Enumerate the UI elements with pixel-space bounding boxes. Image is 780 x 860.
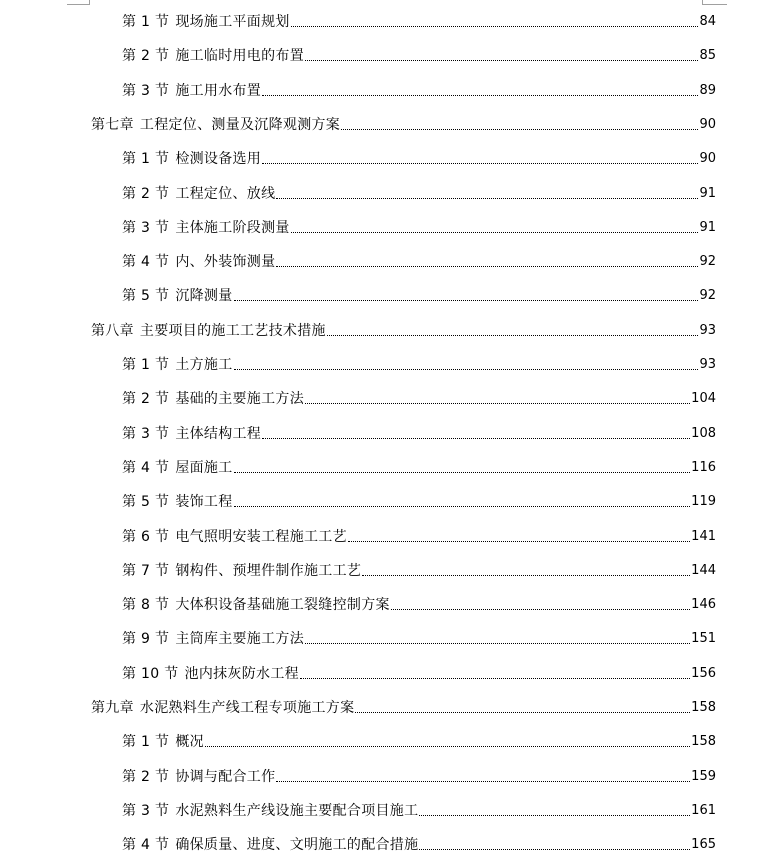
toc-section-entry[interactable] xyxy=(122,487,716,511)
toc-dot-leader xyxy=(327,334,699,336)
toc-dot-leader xyxy=(419,848,690,850)
toc-entry-title: 电气照明安装工程施工工艺 xyxy=(175,528,347,545)
toc-entry-title: 施工临时用电的布置 xyxy=(175,48,305,65)
toc-entry-title: 确保质量、进度、文明施工的配合措施 xyxy=(175,837,419,854)
toc-section-entry[interactable] xyxy=(122,522,716,546)
toc-entry-text xyxy=(122,390,304,408)
toc-page-number: 119 xyxy=(691,494,716,510)
toc-section-entry[interactable] xyxy=(122,556,716,580)
toc-page-number: 90 xyxy=(699,116,716,132)
toc-entry-title: 沉降测量 xyxy=(175,288,233,305)
toc-page-number: 90 xyxy=(699,151,716,167)
toc-entry-number: 第 5 节 xyxy=(122,288,170,305)
toc-entry-text xyxy=(122,630,304,648)
toc-entry-number: 第七章 xyxy=(91,116,134,133)
toc-section-entry[interactable] xyxy=(122,590,716,614)
toc-entry-number: 第 1 节 xyxy=(122,14,170,30)
toc-dot-leader xyxy=(276,780,690,782)
toc-entry-text xyxy=(122,47,304,65)
toc-dot-leader xyxy=(205,745,690,747)
toc-page-number: 116 xyxy=(691,459,716,475)
toc-entry-text xyxy=(122,802,418,820)
toc-dot-leader xyxy=(305,402,690,404)
toc-dot-leader xyxy=(234,368,699,370)
toc-section-entry[interactable] xyxy=(122,213,716,237)
toc-entry-number: 第 10 节 xyxy=(122,665,179,682)
toc-entry-text xyxy=(122,768,275,786)
toc-section-entry[interactable] xyxy=(122,453,716,477)
toc-dot-leader xyxy=(355,711,690,713)
toc-entry-title: 施工用水布置 xyxy=(175,82,262,99)
toc-entry-title: 检测设备选用 xyxy=(175,151,262,168)
toc-dot-leader xyxy=(291,25,699,27)
toc-section-entry[interactable] xyxy=(122,41,716,65)
toc-section-entry[interactable] xyxy=(122,7,716,31)
toc-dot-leader xyxy=(291,231,699,233)
toc-dot-leader xyxy=(391,608,690,610)
toc-entry-number: 第 9 节 xyxy=(122,631,170,648)
toc-page-number: 92 xyxy=(699,288,716,304)
toc-entry-number: 第八章 xyxy=(91,322,134,339)
toc-entry-text xyxy=(91,322,326,340)
toc-entry-text xyxy=(122,13,290,31)
toc-dot-leader xyxy=(305,59,698,61)
toc-entry-title: 主筒库主要施工方法 xyxy=(175,631,305,648)
toc-entry-number: 第 2 节 xyxy=(122,48,170,65)
toc-entry-title: 大体积设备基础施工裂缝控制方案 xyxy=(175,597,390,614)
toc-entry-title: 水泥熟料生产线设施主要配合项目施工 xyxy=(175,802,419,819)
toc-entry-title: 装饰工程 xyxy=(175,494,233,511)
toc-chapter-entry[interactable] xyxy=(91,316,716,340)
toc-entry-number: 第 6 节 xyxy=(122,528,170,545)
toc-entry-number: 第 7 节 xyxy=(122,562,170,579)
toc-entry-number: 第 2 节 xyxy=(122,768,170,785)
toc-section-entry[interactable] xyxy=(122,179,716,203)
toc-entry-title: 土方施工 xyxy=(175,357,233,373)
toc-section-entry[interactable] xyxy=(122,384,716,408)
toc-section-entry[interactable] xyxy=(122,247,716,271)
toc-section-entry[interactable] xyxy=(122,762,716,786)
toc-entry-number: 第 8 节 xyxy=(122,597,170,614)
toc-dot-leader xyxy=(300,677,690,679)
toc-entry-text xyxy=(122,493,233,511)
toc-entry-title: 工程定位、放线 xyxy=(175,185,276,202)
toc-page-number: 161 xyxy=(691,802,716,818)
toc-entry-number: 第 2 节 xyxy=(122,185,170,202)
toc-entry-text xyxy=(122,733,204,751)
toc-page-number: 108 xyxy=(691,425,716,441)
toc-dot-leader xyxy=(262,162,698,164)
toc-page-number: 89 xyxy=(699,82,716,98)
toc-entry-text xyxy=(122,562,361,580)
page-corner-mark-right xyxy=(702,0,727,5)
toc-entry-text xyxy=(122,253,275,271)
toc-page-number: 91 xyxy=(699,219,716,235)
page-corner-mark-left xyxy=(67,0,90,5)
toc-entry-text xyxy=(122,219,290,237)
toc-page-number: 165 xyxy=(691,837,716,853)
toc-dot-leader xyxy=(348,540,690,542)
toc-entry-number: 第九章 xyxy=(91,700,134,716)
toc-dot-leader xyxy=(234,471,691,473)
toc-page-number: 93 xyxy=(699,357,716,372)
toc-entry-number: 第 4 节 xyxy=(122,459,170,476)
toc-page-number: 93 xyxy=(699,322,716,338)
toc-page-number: 92 xyxy=(699,254,716,270)
toc-page-number: 104 xyxy=(691,391,716,407)
toc-page-number: 146 xyxy=(691,597,716,613)
toc-entry-text xyxy=(122,425,261,443)
toc-page-number: 144 xyxy=(691,562,716,578)
toc-section-entry[interactable] xyxy=(122,76,716,100)
toc-entry-title: 水泥熟料生产线工程专项施工方案 xyxy=(139,700,355,716)
toc-entry-text xyxy=(122,596,390,614)
toc-section-entry[interactable] xyxy=(122,350,716,374)
toc-entry-title: 概况 xyxy=(175,734,204,751)
toc-section-entry[interactable] xyxy=(122,796,716,820)
toc-entry-number: 第 1 节 xyxy=(122,357,170,373)
toc-entry-number: 第 4 节 xyxy=(122,254,170,271)
toc-dot-leader xyxy=(234,505,691,507)
toc-entry-title: 主要项目的施工工艺技术措施 xyxy=(139,322,326,339)
toc-entry-number: 第 2 节 xyxy=(122,391,170,408)
toc-dot-leader xyxy=(234,299,699,301)
toc-entry-number: 第 4 节 xyxy=(122,837,170,854)
toc-page-number: 85 xyxy=(699,48,716,64)
toc-entry-text xyxy=(91,699,354,717)
toc-page-number: 159 xyxy=(691,768,716,784)
toc-entry-text xyxy=(122,185,275,203)
toc-chapter-entry[interactable] xyxy=(91,693,716,717)
toc-dot-leader xyxy=(305,642,690,644)
toc-page-number: 141 xyxy=(691,528,716,544)
toc-entry-text xyxy=(122,287,233,305)
toc-entry-number: 第 1 节 xyxy=(122,151,170,168)
toc-entry-text xyxy=(122,665,299,683)
toc-entry-title: 工程定位、测量及沉降观测方案 xyxy=(139,116,341,133)
toc-section-entry[interactable] xyxy=(122,727,716,751)
toc-dot-leader xyxy=(276,265,698,267)
toc-entry-number: 第 5 节 xyxy=(122,494,170,511)
toc-entry-text xyxy=(122,836,418,854)
toc-entry-text xyxy=(122,82,261,100)
toc-entry-number: 第 3 节 xyxy=(122,82,170,99)
toc-page-number: 158 xyxy=(691,700,716,715)
toc-entry-title: 现场施工平面规划 xyxy=(175,14,290,30)
toc-entry-title: 屋面施工 xyxy=(175,459,233,476)
toc-section-entry[interactable] xyxy=(122,830,716,854)
toc-entry-title: 钢构件、预埋件制作施工工艺 xyxy=(175,562,362,579)
toc-page-number: 151 xyxy=(691,631,716,647)
toc-dot-leader xyxy=(362,574,690,576)
toc-dot-leader xyxy=(262,94,698,96)
toc-entry-text xyxy=(122,459,233,477)
toc-section-entry[interactable] xyxy=(122,281,716,305)
toc-entry-number: 第 3 节 xyxy=(122,425,170,442)
toc-page-number: 84 xyxy=(699,14,716,29)
toc-entry-number: 第 1 节 xyxy=(122,734,170,751)
toc-entry-title: 主体施工阶段测量 xyxy=(175,219,290,236)
toc-entry-title: 池内抹灰防水工程 xyxy=(184,665,299,682)
toc-chapter-entry[interactable] xyxy=(91,110,716,134)
toc-entry-number: 第 3 节 xyxy=(122,219,170,236)
toc-section-entry[interactable] xyxy=(122,144,716,168)
toc-entry-text xyxy=(122,150,261,168)
toc-entry-number: 第 3 节 xyxy=(122,802,170,819)
toc-section-entry[interactable] xyxy=(122,659,716,683)
toc-entry-title: 协调与配合工作 xyxy=(175,768,276,785)
toc-page-number: 158 xyxy=(691,734,716,750)
toc-dot-leader xyxy=(341,128,698,130)
toc-page-number: 156 xyxy=(691,665,716,681)
toc-dot-leader xyxy=(262,437,690,439)
toc-section-entry[interactable] xyxy=(122,419,716,443)
toc-section-entry[interactable] xyxy=(122,624,716,648)
toc-dot-leader xyxy=(419,814,690,816)
toc-entry-title: 内、外装饰测量 xyxy=(175,254,276,271)
toc-entry-text xyxy=(122,528,347,546)
toc-entry-title: 主体结构工程 xyxy=(175,425,262,442)
toc-entry-title: 基础的主要施工方法 xyxy=(175,391,305,408)
toc-dot-leader xyxy=(276,197,698,199)
toc-entry-text xyxy=(122,356,233,374)
toc-entry-text xyxy=(91,116,340,134)
toc-page-number: 91 xyxy=(699,185,716,201)
